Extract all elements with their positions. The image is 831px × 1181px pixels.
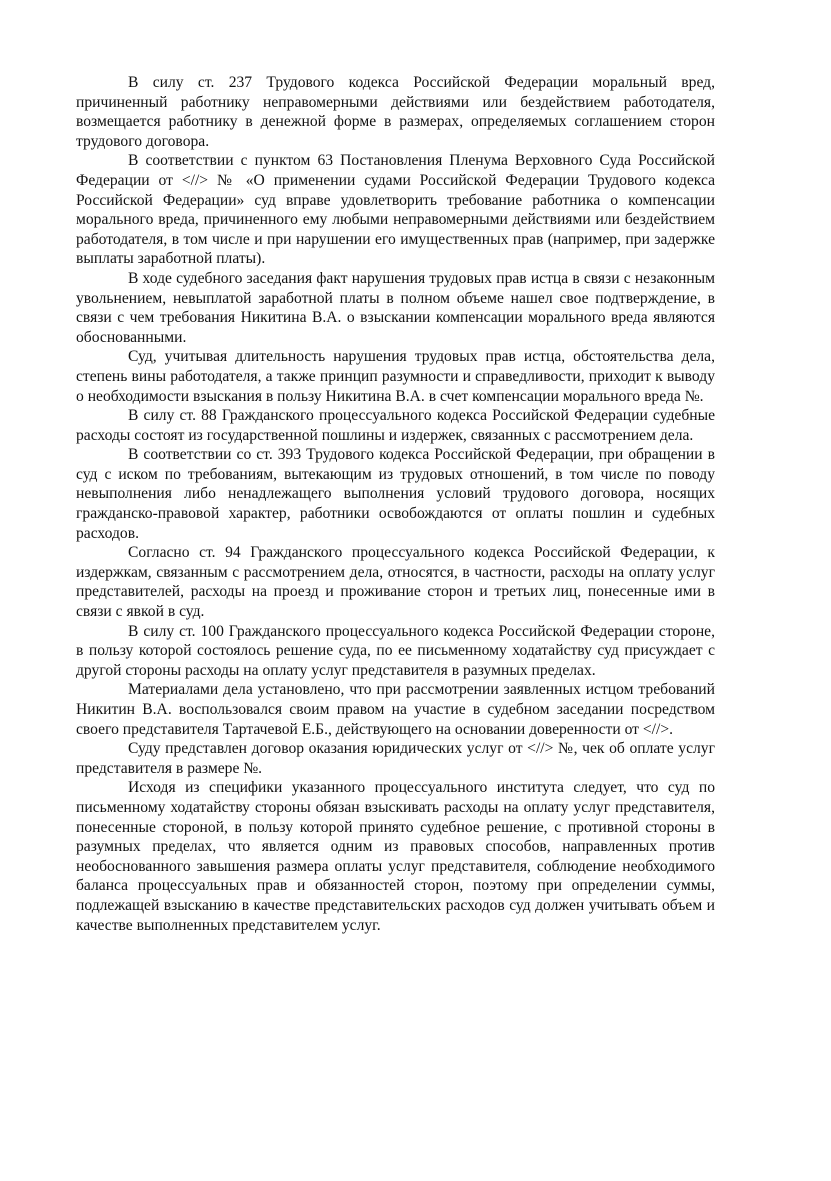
paragraph-10: Суду представлен договор оказания юридических услуг от <//> №, чек об оплате услуг представителя в размере №. — [76, 740, 715, 777]
paragraph-5: В силу ст. 88 Гражданского процессуального кодекса Российской Федерации судебные расходы состоят из государственной пошлины и издержек, связанных с рассмотрением дела. — [76, 407, 715, 444]
paragraph-2: В соответствии с пунктом 63 Постановления Пленума Верховного Суда Российской Федерации от <//> № «О применении судами Российской Федерации Трудового кодекса Российской Федерации» суд вправе удовлетворить требование работника о компенсации морального вреда, причиненного ему любыми неправомерными действиями или бездействием работодателя, в том числе и при нарушении его имущественных прав (например, при задержке выплаты заработной платы). — [76, 152, 715, 268]
paragraph-6: В соответствии со ст. 393 Трудового кодекса Российской Федерации, при обращении в суд с иском по требованиям, вытекающим из трудовых отношений, в том числе по поводу невыполнения либо ненадлежащего выполнения условий трудового договора, носящих гражданско-правовой характер, работники освобождаются от оплаты пошлин и судебных расходов. — [76, 446, 715, 542]
paragraph-8: В силу ст. 100 Гражданского процессуального кодекса Российской Федерации стороне, в пользу которой состоялось решение суда, по ее письменному ходатайству суд присуждает с другой стороны расходы на оплату услуг представителя в разумных пределах. — [76, 622, 715, 679]
paragraph-11: Исходя из специфики указанного процессуального института следует, что суд по письменному ходатайству стороны обязан взыскивать расходы на оплату услуг представителя, понесенные стороной, в пользу которой принято судебное решение, с противной стороны в разумных пределах, что является одним из правовых способов, направленных против необоснованного завышения размера оплаты услуг представителя, соблюдение необходимого баланса процессуальных прав и обязанностей сторон, поэтому при определении суммы, подлежащей взысканию в качестве представительских расходов суд должен учитывать объем и качестве выполненных представителем услуг. — [76, 779, 715, 934]
paragraph-4: Суд, учитывая длительность нарушения трудовых прав истца, обстоятельства дела, степень вины работодателя, а также принцип разумности и справедливости, приходит к выводу о необходимости взыскания в пользу Никитина В.А. в счет компенсации морального вреда №. — [76, 348, 715, 405]
paragraph-7: Согласно ст. 94 Гражданского процессуального кодекса Российской Федерации, к издержкам, связанным с рассмотрением дела, относятся, в частности, расходы на оплату услуг представителей, расходы на проезд и проживание сторон и третьих лиц, понесенные ими в связи с явкой в суд. — [76, 544, 715, 621]
paragraph-1: В силу ст. 237 Трудового кодекса Российской Федерации моральный вред, причиненный работнику неправомерными действиями или бездействием работодателя, возмещается работнику в денежной форме в размерах, определяемых соглашением сторон трудового договора. — [76, 74, 715, 150]
paragraph-3: В ходе судебного заседания факт нарушения трудовых прав истца в связи с незаконным увольнением, невыплатой заработной платы в полном объеме нашел свое подтверждение, в связи с чем требования Никитина В.А. о взыскании компенсации морального вреда являются обоснованными. — [76, 269, 715, 346]
document-page — [76, 73, 715, 935]
paragraph-9: Материалами дела установлено, что при рассмотрении заявленных истцом требований Никитин В.А. воспользовался своим правом на участие в судебном заседании посредством своего представителя Тартачевой Е.Б., действующего на основании доверенности от <//>. — [76, 681, 715, 738]
